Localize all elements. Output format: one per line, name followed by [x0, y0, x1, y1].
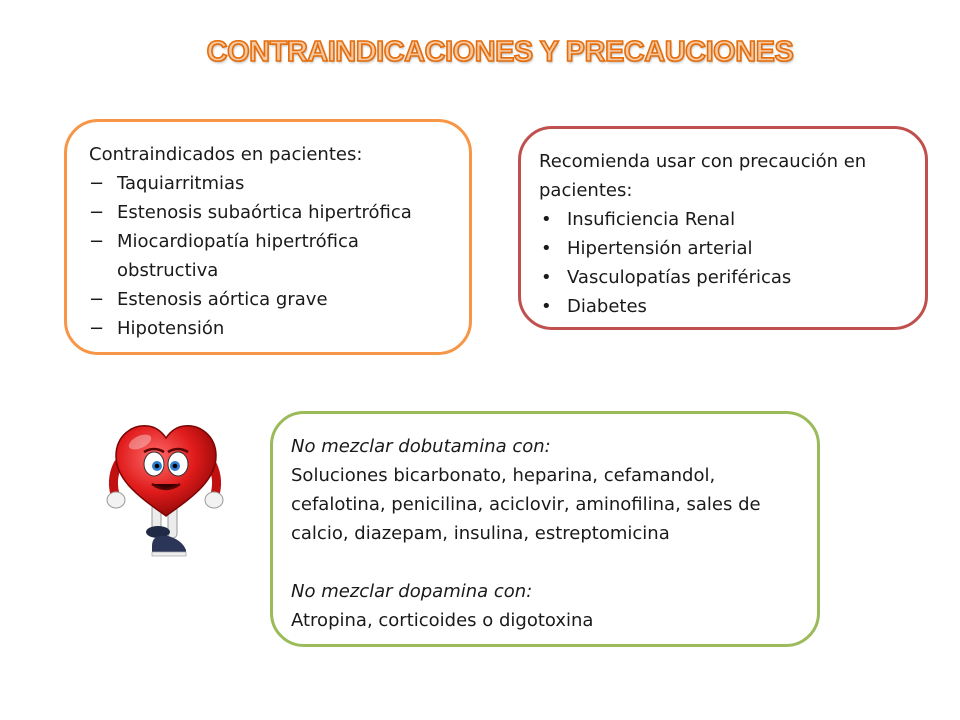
list-item: • Hipertensión arterial [541, 238, 753, 259]
dopamine-line: Atropina, corticoides o digotoxina [291, 610, 594, 631]
mixing-box [270, 411, 820, 647]
contraindications-box [64, 119, 472, 355]
list-item: − Miocardiopatía hipertrófica [89, 231, 359, 252]
list-item: − Estenosis subaórtica hipertrófica [89, 202, 412, 223]
list-item: − Taquiarritmias [89, 173, 245, 194]
heart-mascot-icon [104, 418, 228, 562]
list-item: • Diabetes [541, 296, 647, 317]
page-title: CONTRAINDICACIONES Y PRECAUCIONES [206, 36, 794, 68]
dobutamine-line: Soluciones bicarbonato, heparina, cefamandol, [291, 465, 716, 486]
dopamine-heading: No mezclar dopamina con: [291, 581, 533, 602]
contraindications-heading: Contraindicados en pacientes: [89, 144, 363, 165]
dobutamine-heading: No mezclar dobutamina con: [291, 436, 551, 457]
list-item: • Vasculopatías periféricas [541, 267, 792, 288]
list-item: − Estenosis aórtica grave [89, 289, 328, 310]
precautions-heading-cont: pacientes: [539, 180, 633, 201]
dobutamine-line: calcio, diazepam, insulina, estreptomicina [291, 523, 670, 544]
list-item: • Insuficiencia Renal [541, 209, 736, 230]
precautions-box [518, 126, 928, 330]
list-item-continuation: obstructiva [117, 260, 219, 281]
list-item: − Hipotensión [89, 318, 225, 339]
precautions-heading: Recomienda usar con precaución en [539, 151, 867, 172]
dobutamine-line: cefalotina, penicilina, aciclovir, aminofilina, sales de [291, 494, 761, 515]
